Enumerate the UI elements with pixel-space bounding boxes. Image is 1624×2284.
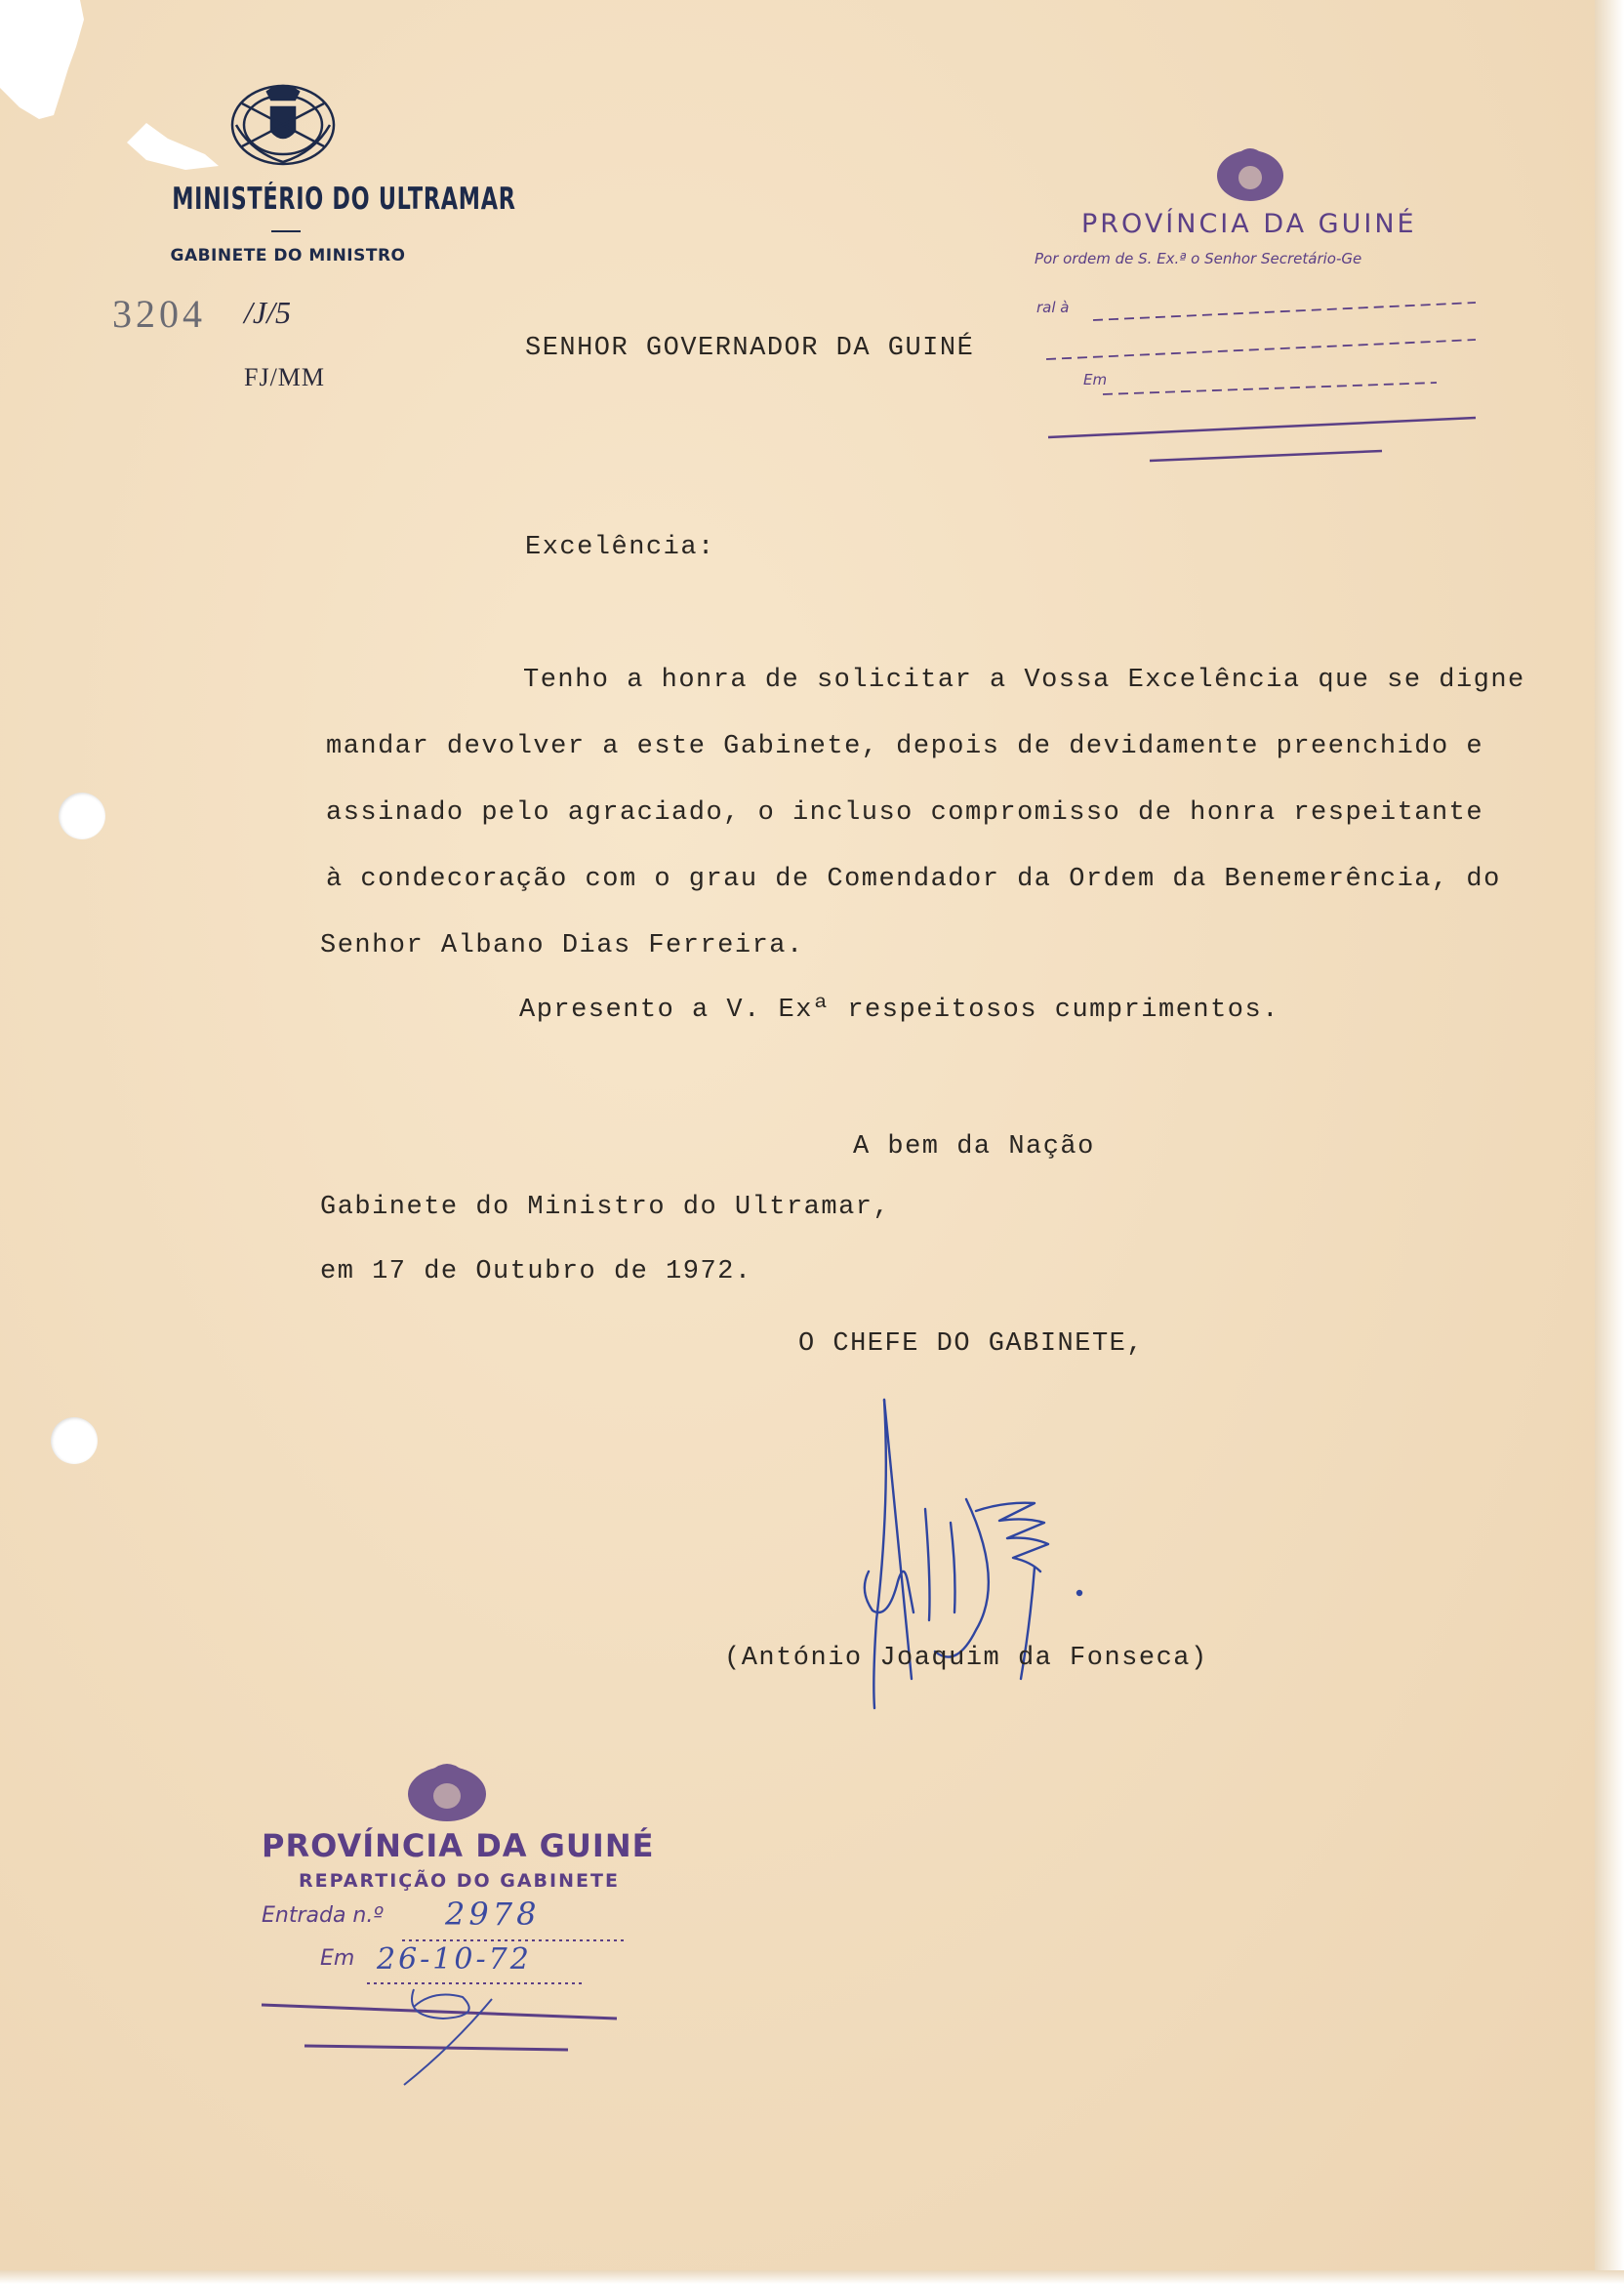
valediction: A bem da Nação	[853, 1132, 1095, 1162]
body-line-1: Tenho a honra de solicitar a Vossa Excelência que se digne	[523, 666, 1525, 695]
bottom-stamp-title: PROVÍNCIA DA GUINÉ	[262, 1827, 655, 1864]
bottom-stamp-crest-icon	[398, 1757, 496, 1827]
top-stamp-lines	[1035, 293, 1483, 469]
office-name: GABINETE DO MINISTRO	[170, 246, 406, 265]
coat-of-arms-icon	[223, 74, 344, 168]
top-stamp-line3: Em	[1083, 371, 1108, 388]
paper-edge-bottom	[0, 2270, 1624, 2284]
reference-suffix: /J/5	[244, 295, 291, 330]
torn-corner	[0, 0, 88, 127]
addressee: SENHOR GOVERNADOR DA GUINÉ	[525, 334, 975, 363]
reference-initials: FJ/MM	[244, 363, 326, 391]
body-line-4: à condecoração com o grau de Comendador da Ordem da Benemerência, do	[326, 865, 1501, 894]
reference-number: 3204	[112, 292, 206, 336]
top-stamp-title: PROVÍNCIA DA GUINÉ	[1081, 209, 1417, 239]
bottom-stamp-date-value: 26-10-72	[377, 1942, 532, 1977]
body-line-3: assinado pelo agraciado, o incluso compromisso de honra respeitante	[326, 798, 1484, 828]
top-stamp-line2: ral à	[1036, 299, 1070, 316]
paper-edge-right	[1595, 0, 1624, 2284]
punch-hole-top	[59, 793, 105, 839]
date: em 17 de Outubro de 1972.	[320, 1257, 752, 1286]
bottom-stamp-entry-label: Entrada n.º	[262, 1903, 384, 1928]
salutation: Excelência:	[525, 533, 715, 562]
punch-hole-bottom	[51, 1417, 98, 1464]
bottom-stamp-entry-number: 2978	[445, 1896, 541, 1933]
torn-fragment	[117, 115, 224, 174]
body-line-5: Senhor Albano Dias Ferreira.	[320, 931, 804, 960]
bottom-stamp-subtitle: REPARTIÇÃO DO GABINETE	[299, 1870, 620, 1892]
signatory-title: O CHEFE DO GABINETE,	[798, 1329, 1145, 1359]
place: Gabinete do Ministro do Ultramar,	[320, 1193, 891, 1222]
stamp-crest-icon	[1208, 143, 1292, 207]
bottom-stamp-date-label: Em	[320, 1946, 355, 1971]
top-stamp-line1: Por ordem de S. Ex.ª o Senhor Secretário-Ge	[1035, 250, 1362, 267]
closing-greeting: Apresento a V. Exª respeitosos cumprimentos.	[519, 996, 1279, 1025]
bottom-stamp-lines	[258, 1929, 629, 2095]
signatory-name: (António Joaquim da Fonseca)	[724, 1644, 1208, 1673]
ministry-name: MINISTÉRIO DO ULTRAMAR	[172, 182, 516, 217]
letterhead-rule	[271, 230, 301, 232]
body-line-2: mandar devolver a este Gabinete, depois de devidamente preenchido e	[326, 732, 1484, 761]
